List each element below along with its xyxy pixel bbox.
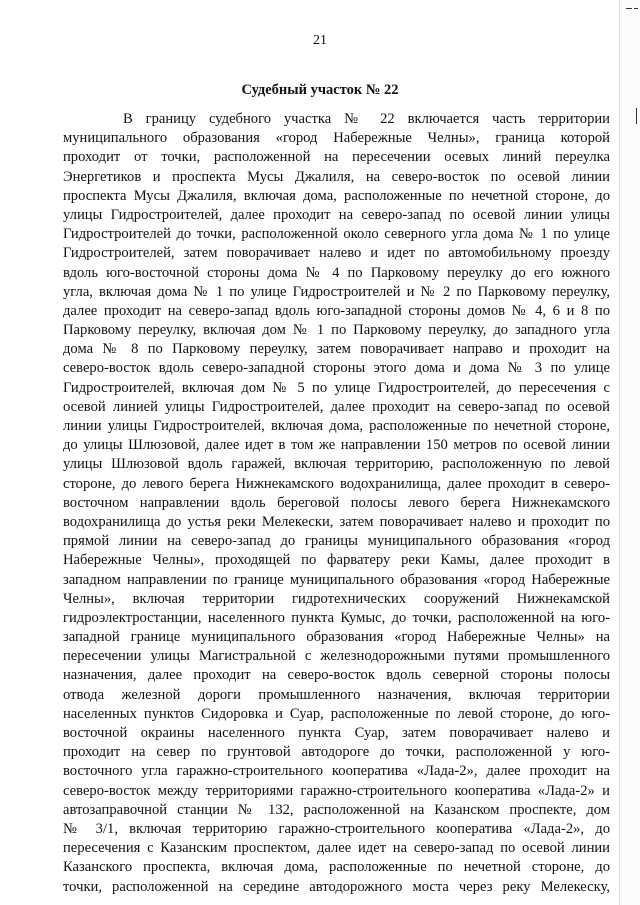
text-line: Гидростроителей, включая дом № 5 по улице Гидростроителей, до пересечения с [63,379,610,396]
text-line: автозаправочной станции № 132, расположенной на Казанском проспекте, дом [63,801,610,818]
text-line: восточном направлении вдоль береговой полосы левого берега Нижнекамского [63,494,610,511]
text-line: В границу судебного участка № 22 включается часть территории [123,111,610,127]
text-line: западном направлении по границе муниципального образования «город Набережные [63,571,610,588]
text-line: северо-восток вдоль северо-западной стороны этого дома и дома № 3 по улице [63,360,610,377]
text-line: Казанского проспекта, включая дома, расположенные по нечетной стороне, до [63,859,610,876]
text-line: Набережные Челны», проходящей по фарватеру реки Камы, далее проходит в [63,552,610,569]
text-line: прямой линии на северо-запад до границы муниципального образования «город [63,533,610,550]
text-line: Гидростроителей, затем поворачивает налево и идет по автомобильному проезду [63,245,610,262]
scan-edge [619,0,640,905]
page-number: 21 [313,33,327,48]
text-line: угла, включая дома № 1 по улице Гидростроителей и № 2 по Парковому переулку, [63,283,610,300]
text-line: Энергетиков и проспекта Мусы Джалиля, на северо-восток по осевой линии [63,168,610,185]
text-line: Челны», включая территории гидротехнических сооружений Нижнекамской [63,590,610,607]
text-line: восточного угла гаражно-строительного кооператива «Лада-2», далее проходит на [63,763,610,780]
text-line: улицы Шлюзовой вдоль гаражей, включая территорию, расположенную по левой [63,456,610,473]
text-line: точки, расположенной на середине автодорожного моста через реку Мелекеску, [63,878,610,895]
text-line: линии улицы Гидростроителей, включая дома, расположенные по нечетной стороне, [63,418,610,434]
text-line: пересечения с Казанским проспектом, далее идет на северо-запад по осевой линии [63,840,610,857]
text-line: дома № 8 по Парковому переулку, затем поворачивает направо и проходит на [63,341,610,358]
text-line: стороне, до левого берега Нижнекамского водохранилища, далее проходит в северо- [63,475,610,492]
text-line: западной границе муниципального образования «город Набережные Челны» на [63,629,610,646]
text-line: № 3/1, включая территорию гаражно-строительного кооператива «Лада-2», до [63,820,610,837]
text-line: водохранилища до устья реки Мелекески, затем поворачивает налево и проходит по [63,513,610,530]
text-line: осевой линией улицы Гидростроителей, далее проходит на северо-запад по осевой [63,398,610,415]
scan-edge-mark [636,108,637,124]
scan-edge-mark [634,8,638,9]
text-line: Гидростроителей до точки, расположенной около северного угла дома № 1 по улице [63,226,610,243]
text-line: отвода железной дороги промышленного назначения, включая территории [63,686,610,703]
text-line: до улицы Шлюзовой, далее идет в том же направлении 150 метров по осевой линии [63,437,610,454]
page-title: Судебный участок № 22 [241,82,399,98]
text-line: северо-восток между территориями гаражно-строительного кооператива «Лада-2» и [63,782,610,799]
text-line: гидроэлектростанции, населенного пункта Кумыс, до точки, расположенной на юго- [63,609,610,626]
text-line: Парковому переулку, включая дом № 1 по Парковому переулку, до западного угла [63,322,610,339]
body-text [63,110,610,897]
text-line: проспекта Мусы Джалиля, включая дома, расположенные по нечетной стороне, до [63,187,610,204]
text-line: улицы Гидростроителей, далее проходит на северо-запад по осевой линии улицы [63,206,610,223]
text-line: восточной окраины населенного пункта Суар, затем поворачивает налево и [63,725,610,741]
text-line: муниципального образования «город Набережные Челны», граница которой [63,130,610,147]
text-line: вдоль юго-восточной стороны дома № 4 по Парковому переулку до его южного [63,264,610,281]
text-line: назначения, далее проходит на северо-восток вдоль северной стороны полосы [63,667,610,684]
text-line: проходит на север по грунтовой автодороге до точки, расположенной у юго- [63,744,610,761]
text-line: населенных пунктов Сидоровка и Суар, расположенные по левой стороне, до юго- [63,705,610,722]
text-line: далее проходит на северо-запад вдоль юго-западной стороны домов № 4, 6 и 8 по [63,302,610,319]
text-line: проходит от точки, расположенной на пересечении осевых линий переулка [63,149,610,166]
scan-edge-mark [626,8,632,9]
text-line: пересечении улицы Магистральной с железнодорожными путями промышленного [63,648,610,665]
